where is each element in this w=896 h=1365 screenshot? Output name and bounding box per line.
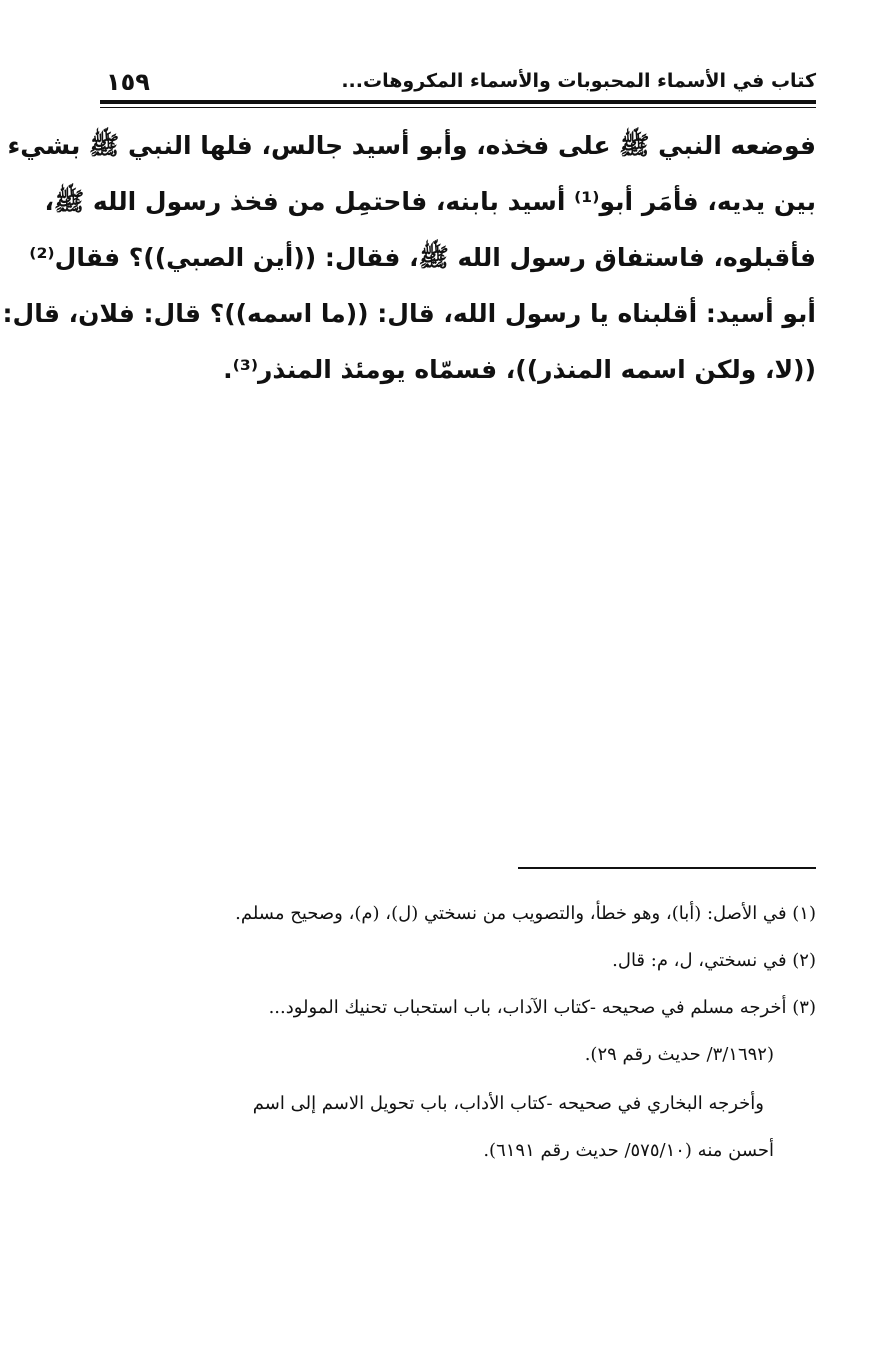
running-header-title: كتاب في الأسماء المحبوبات والأسماء المكروهات... — [341, 70, 816, 92]
main-text-line: بين يديه، فأمَر أبو⁽¹⁾ أسيد بابنه، فاحتمِل من فخذ رسول الله ﷺ، — [44, 187, 816, 216]
footnote-separator — [518, 867, 816, 869]
main-text-line: فأقبلوه، فاستفاق رسول الله ﷺ، فقال: ((أين الصبي))؟ فقال⁽²⁾ — [29, 243, 816, 272]
footnote-1: (١) في الأصل: (أبا)، وهو خطأ، والتصويب من نسختي (ل)، (م)، وصحيح مسلم. — [235, 903, 816, 924]
header-rule-thick — [100, 100, 816, 104]
main-text-line: أبو أسيد: أقلبناه يا رسول الله، قال: ((ما اسمه))؟ قال: فلان، قال: — [2, 299, 816, 328]
footnote-3-additional-continuation: أحسن منه (٥٧٥/١٠/ حديث رقم ٦١٩١). — [483, 1140, 774, 1161]
footnote-3-additional: وأخرجه البخاري في صحيحه -كتاب الأداب، باب تحويل الاسم إلى اسم — [252, 1093, 764, 1114]
main-text-line: ((لا، ولكن اسمه المنذر))، فسمّاه يومئذ المنذر⁽³⁾. — [223, 355, 816, 384]
footnote-2: (٢) في نسختي، ل، م: قال. — [612, 950, 816, 971]
footnotes — [100, 890, 816, 1174]
main-paragraph — [2, 118, 816, 398]
header-rule-thin — [100, 107, 816, 108]
running-header — [100, 66, 816, 102]
main-text-line: فوضعه النبي ﷺ على فخذه، وأبو أسيد جالس، فلها النبي ﷺ بشيء — [7, 131, 816, 160]
page-number: ١٥٩ — [106, 68, 150, 96]
footnote-3: (٣) أخرجه مسلم في صحيحه -كتاب الآداب، باب استحباب تحنيك المولود... — [268, 997, 816, 1018]
footnote-3-continuation: (٣/١٦٩٢/ حديث رقم ٢٩). — [584, 1044, 774, 1065]
